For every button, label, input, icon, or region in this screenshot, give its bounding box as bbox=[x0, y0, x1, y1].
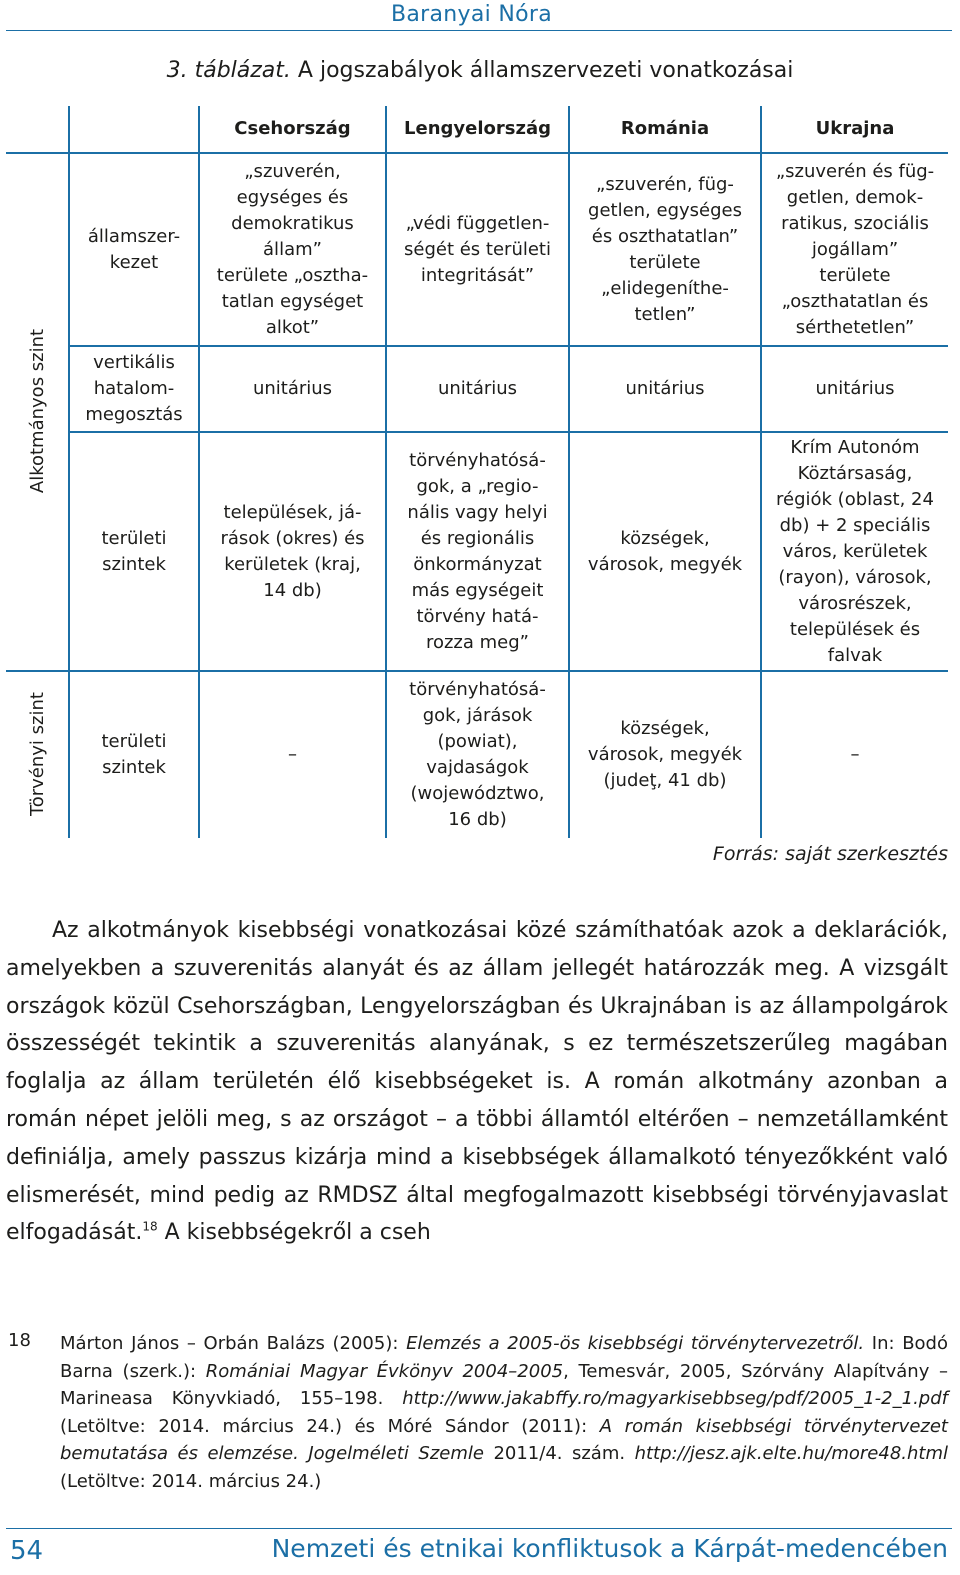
table-title-text: A jogszabályok államszervezeti vonatkozásai bbox=[290, 58, 794, 83]
body-text-tail: A kisebbségekről a cseh bbox=[157, 1220, 431, 1246]
group-label-statutory: Törvényi szint bbox=[27, 692, 48, 816]
cell-romania-vertical-power: unitárius bbox=[625, 378, 705, 399]
header-divider bbox=[6, 30, 952, 31]
fn-part-4: Romániai Magyar Évkönyv 2004–2005 bbox=[205, 1360, 564, 1382]
footnote-number: 18 bbox=[8, 1330, 31, 1351]
cell-czech-state-structure: „szuverén, egységes és demokratikus állam” területe „oszthа- tatlan egységet alkot” bbox=[216, 160, 369, 338]
group-label-constitutional: Alkotmányos szint bbox=[27, 328, 48, 494]
cell-czech-territorial-statutory: – bbox=[288, 744, 297, 765]
row-label-territorial-levels-statutory: területi szintek bbox=[101, 731, 167, 778]
cell-ukraine-state-structure: „szuverén és füg- getlen, demok- ratikus, szociális jogállam” területe „oszthatatlan és sérthetetlen” bbox=[775, 160, 935, 338]
running-footer-title: Nemzeti és etnikai konfliktusok a Kárpát-medencében bbox=[271, 1534, 948, 1563]
fn-part-1: Márton János – Orbán Balázs (2005): bbox=[60, 1333, 407, 1354]
cell-czech-territorial-constitutional: települések, já- rások (okres) és kerületek (kraj, 14 db) bbox=[220, 501, 365, 601]
fn-link-1[interactable]: http://www.jakabffy.ro/magyarkisebbseg/pdf/2005_1-2_1.pdf bbox=[402, 1388, 948, 1409]
column-header-ukraine: Ukrajna bbox=[815, 118, 895, 139]
row-label-state-structure: államszer- kezet bbox=[87, 225, 181, 273]
cell-romania-territorial-statutory: községek, városok, megyék (judeţ, 41 db) bbox=[587, 718, 743, 791]
fn-part-11: (Letöltve: 2014. március 24.) bbox=[60, 1470, 322, 1492]
running-header-author: Baranyai Nóra bbox=[391, 2, 552, 27]
footnote-ref[interactable]: 18 bbox=[142, 1220, 158, 1235]
page-number: 54 bbox=[10, 1536, 44, 1566]
fn-link-2[interactable]: http://jesz.ajk.elte.hu/more48.html bbox=[634, 1443, 948, 1464]
fn-part-2: Elemzés a 2005-ös kisebbségi törvénytervezetről. bbox=[406, 1333, 865, 1354]
fn-part-7: (Letöltve: 2014. március 24.) és Móré Sándor (2011): bbox=[60, 1415, 600, 1437]
table-title-number: 3. táblázat. bbox=[166, 58, 291, 83]
cell-ukraine-vertical-power: unitárius bbox=[815, 378, 895, 399]
table-source: Forrás: saját szerkesztés bbox=[712, 843, 948, 865]
row-label-territorial-levels-constitutional: területi szintek bbox=[101, 527, 167, 575]
cell-czech-vertical-power: unitárius bbox=[252, 378, 333, 399]
cell-poland-territorial-constitutional: törvényhatósá- gok, a „regio- nális vagy helyi és regionális önkormányzat más egységeit törvény hatá- rozza meg” bbox=[407, 449, 548, 653]
cell-ukraine-territorial-statutory: – bbox=[850, 744, 860, 765]
fn-part-5: , Temesvár, 2005, Szórvány Alapítvány – Marineasa Könyvkiadó, 155–198. bbox=[60, 1360, 949, 1409]
cell-ukraine-territorial-constitutional: Krím Autonóm Köztársaság, régiók (oblast, 24 db) + 2 speciális város, kerületek (rayon), városok, városrészek, települések és falvak bbox=[776, 436, 934, 666]
cell-romania-state-structure: „szuverén, füg- getlen, egységes és oszthatatlan” területe „elidegeníthe- tetlen” bbox=[588, 173, 742, 325]
cell-poland-territorial-statutory: törvényhatósá- gok, járások (powiat), vajdaságok (województwo, 16 db) bbox=[409, 679, 546, 830]
column-header-poland: Lengyelország bbox=[404, 118, 551, 139]
footnote-text bbox=[60, 1330, 948, 1495]
body-paragraph bbox=[6, 912, 948, 1252]
body-text-main: Az alkotmányok kisebbségi vonatkozásai közé számíthatóak azok a deklarációk, amelyekben a szuverenitás alanyát és az állam jellegét határozzák meg. A vizsgált országok közül Csehországban, Lengyelországban és Ukrajnában is az állampolgárok összességét tekintik a szuverenitás alanyának, s ez természetszerűleg magában foglalja az állam területén élő kisebbségeket is. A román alkotmány azonban a román népet jelöli meg, s az országot – a többi államtól eltérően – nemzetállamként definiálja, amely passzus kizárja mind a kisebbségek államalkotó tényezőkként való elismerését, mind pedig az RMDSZ által megfogalmazott kisebbségi törvényjavaslat elfogadását. bbox=[6, 918, 948, 1246]
column-header-romania: Románia bbox=[620, 118, 710, 139]
table-title bbox=[0, 58, 960, 83]
column-header-czech: Csehország bbox=[234, 118, 351, 139]
cell-romania-territorial-constitutional: községek, városok, megyék bbox=[587, 527, 743, 575]
fn-part-8: A román kisebbségi törvénytervezet bemutatása és elemzése. Jogelméleti Szemle bbox=[60, 1415, 948, 1464]
row-label-vertical-power: vertikális hatalom- megosztás bbox=[85, 352, 183, 425]
fn-part-9: 2011/4. szám. bbox=[483, 1443, 635, 1464]
footer-divider bbox=[6, 1528, 952, 1529]
fn-part-3: In: Bodó Barna (szerk.): bbox=[60, 1333, 948, 1382]
cell-poland-state-structure: „védi független- ségét és területi integritását” bbox=[404, 212, 551, 286]
cell-poland-vertical-power: unitárius bbox=[437, 378, 518, 399]
